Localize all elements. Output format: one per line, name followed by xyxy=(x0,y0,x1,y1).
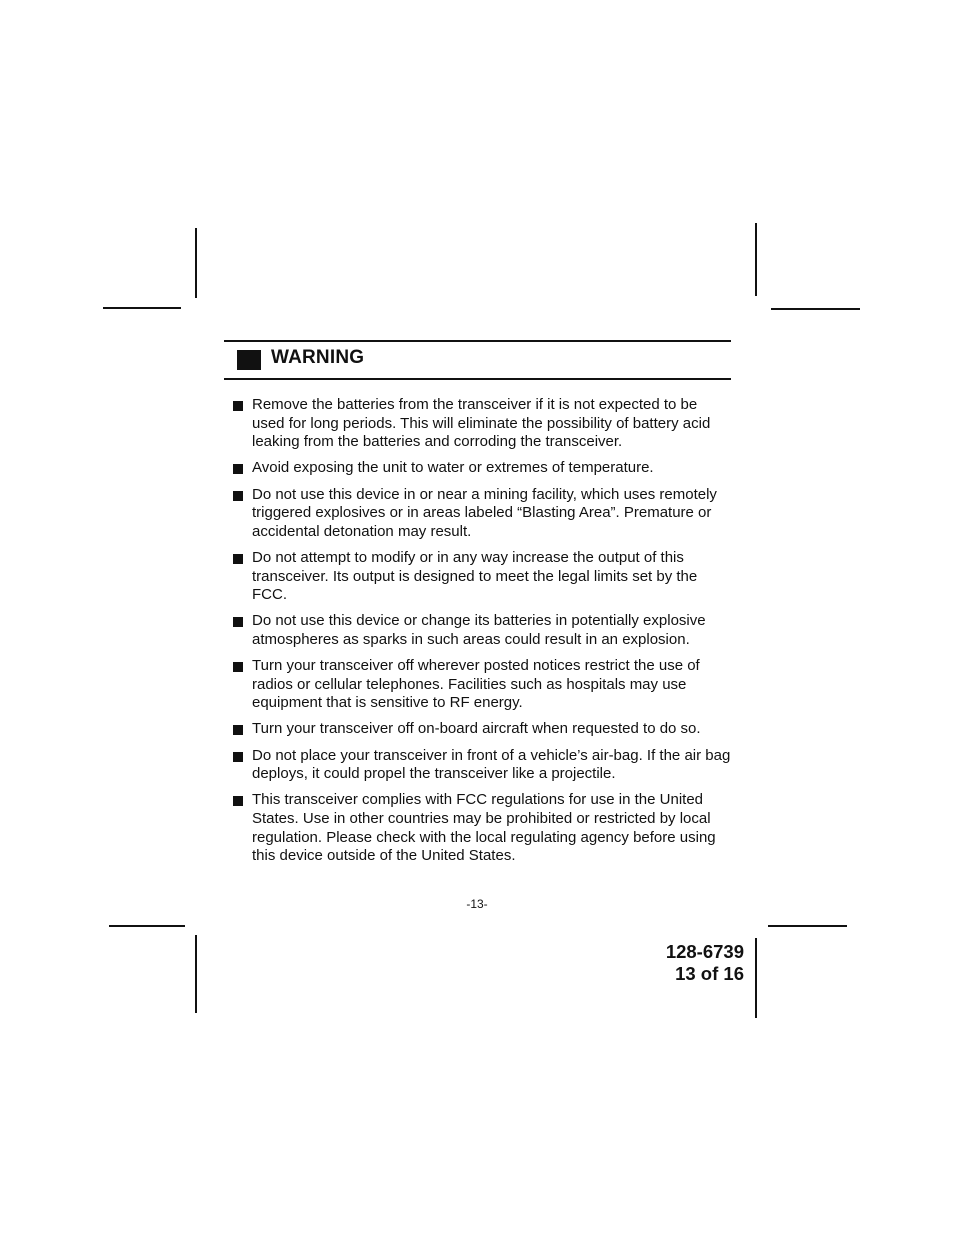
square-bullet-icon xyxy=(233,617,243,627)
square-bullet-icon xyxy=(233,401,243,411)
crop-mark-bottom-left-vertical xyxy=(195,935,197,1013)
square-bullet-icon xyxy=(233,662,243,672)
list-item-text: Remove the batteries from the transceiver if it is not expected to be used for long periods. This will eliminate the possibility of battery acid leaking from the batteries and corroding the transceiver. xyxy=(252,396,711,451)
list-item xyxy=(232,747,732,784)
square-bullet-icon xyxy=(233,554,243,564)
list-item xyxy=(232,486,732,542)
square-bullet-icon xyxy=(233,491,243,501)
square-bullet-icon xyxy=(233,752,243,762)
list-item xyxy=(232,657,732,713)
sheet-count: 13 of 16 xyxy=(675,963,744,984)
list-item-text: Do not use this device in or near a mining facility, which uses remotely triggered explosives or in areas labeled “Blasting Area”. Premature or accidental detonation may result. xyxy=(252,485,717,540)
warning-list xyxy=(232,396,732,873)
crop-mark-top-right-vertical xyxy=(755,223,757,296)
list-item-text: Do not attempt to modify or in any way increase the output of this transceiver. Its output is designed to meet the legal limits set by the FCC. xyxy=(252,548,698,604)
list-item xyxy=(232,459,732,478)
list-item xyxy=(232,720,732,739)
square-bullet-icon xyxy=(233,464,243,474)
square-bullet-icon xyxy=(233,725,243,735)
square-bullet-icon xyxy=(233,796,243,806)
list-item xyxy=(232,549,732,605)
list-item-text: Avoid exposing the unit to water or extremes of temperature. xyxy=(252,459,654,477)
list-item-text: Do not place your transceiver in front of a vehicle’s air-bag. If the air bag deploys, it could propel the transceiver like a projectile. xyxy=(252,746,731,783)
page-number: -13- xyxy=(466,897,488,911)
list-item-text: Do not use this device or change its batteries in potentially explosive atmospheres as sparks in such areas could result in an explosion. xyxy=(252,612,706,648)
crop-mark-bottom-left-horizontal xyxy=(109,925,185,927)
document-id xyxy=(666,941,744,985)
crop-mark-bottom-right-vertical xyxy=(755,938,757,1018)
crop-mark-top-right-horizontal xyxy=(771,308,860,310)
list-item-text: Turn your transceiver off on-board aircraft when requested to do so. xyxy=(252,720,701,738)
warning-header xyxy=(224,340,731,380)
crop-mark-top-left-horizontal xyxy=(103,307,181,309)
list-item xyxy=(232,612,732,649)
list-item xyxy=(232,396,732,452)
list-item xyxy=(232,791,732,865)
crop-mark-top-left-vertical xyxy=(195,228,197,298)
warning-title: WARNING xyxy=(271,347,365,368)
warning-square-icon xyxy=(237,350,261,370)
document-number: 128-6739 xyxy=(665,941,744,962)
list-item-text: Turn your transceiver off wherever posted notices restrict the use of radios or cellular telephones. Facilities such as hospitals may use equipment that is sensitive to RF energy. xyxy=(252,657,700,712)
list-item-text: This transceiver complies with FCC regulations for use in the United States. Use in other countries may be prohibited or restricted by local regulation. Please check with the local regulating agency before using this device outside of the United States. xyxy=(252,791,716,865)
crop-mark-bottom-right-horizontal xyxy=(768,925,847,927)
